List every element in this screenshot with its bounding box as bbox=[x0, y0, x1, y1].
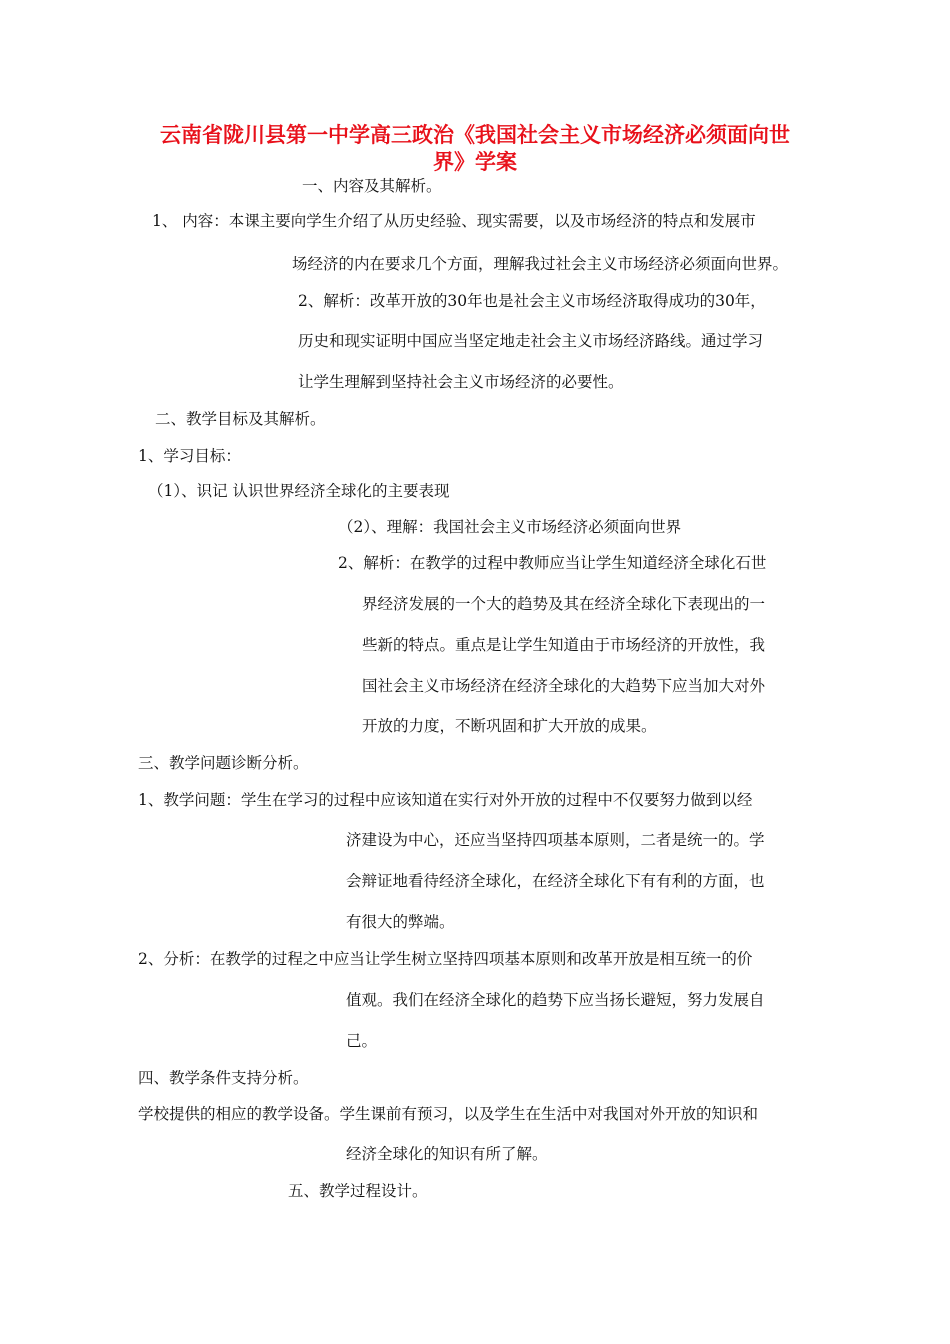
paragraph-line: 有很大的弊端。 bbox=[346, 913, 455, 931]
section-heading-1: 一、内容及其解析。 bbox=[302, 177, 442, 195]
section-heading-4: 四、教学条件支持分析。 bbox=[138, 1069, 309, 1087]
paragraph-line: 场经济的内在要求几个方面，理解我过社会主义市场经济必须面向世界。 bbox=[292, 255, 789, 273]
document-title-line-1: 云南省陇川县第一中学高三政治《我国社会主义市场经济必须面向世 bbox=[160, 123, 790, 147]
paragraph-line: 己。 bbox=[346, 1032, 378, 1050]
paragraph-line: 2、分析：在教学的过程之中应当让学生树立坚持四项基本原则和改革开放是相互统一的价 bbox=[138, 950, 753, 968]
section-heading-5: 五、教学过程设计。 bbox=[288, 1182, 428, 1200]
paragraph-line: 会辩证地看待经济全球化，在经济全球化下有有利的方面，也 bbox=[346, 872, 765, 890]
paragraph-line: 国社会主义市场经济在经济全球化的大趋势下应当加大对外 bbox=[362, 677, 766, 695]
paragraph-line: 学校提供的相应的教学设备。学生课前有预习，以及学生在生活中对我国对外开放的知识和 bbox=[138, 1105, 759, 1123]
paragraph-line: 经济全球化的知识有所了解。 bbox=[346, 1145, 548, 1163]
paragraph-line: 界经济发展的一个大的趋势及其在经济全球化下表现出的一 bbox=[362, 595, 766, 613]
paragraph-line: 历史和现实证明中国应当坚定地走社会主义市场经济路线。通过学习 bbox=[298, 332, 764, 350]
section-heading-2: 二、教学目标及其解析。 bbox=[155, 410, 326, 428]
paragraph-line: （2）、理解：我国社会主义市场经济必须面向世界 bbox=[338, 518, 682, 536]
paragraph-line: 些新的特点。重点是让学生知道由于市场经济的开放性，我 bbox=[362, 636, 766, 654]
paragraph-line: 开放的力度，不断巩固和扩大开放的成果。 bbox=[362, 717, 657, 735]
paragraph-line: 2、解析：改革开放的30年也是社会主义市场经济取得成功的30年， bbox=[298, 292, 766, 310]
paragraph-line: 1、教学问题：学生在学习的过程中应该知道在实行对外开放的过程中不仅要努力做到以经 bbox=[138, 791, 753, 809]
paragraph-line: 2、解析：在教学的过程中教师应当让学生知道经济全球化石世 bbox=[338, 554, 767, 572]
paragraph-line: 1、 内容：本课主要向学生介绍了从历史经验、现实需要，以及市场经济的特点和发展市 bbox=[152, 212, 756, 230]
paragraph-line: 济建设为中心，还应当坚持四项基本原则，二者是统一的。学 bbox=[346, 831, 765, 849]
paragraph-line: （1）、识记 认识世界经济全球化的主要表现 bbox=[148, 482, 450, 500]
paragraph-line: 让学生理解到坚持社会主义市场经济的必要性。 bbox=[298, 373, 624, 391]
document-title-line-2: 界》学案 bbox=[433, 150, 517, 174]
paragraph-line: 1、学习目标： bbox=[138, 447, 241, 465]
section-heading-3: 三、教学问题诊断分析。 bbox=[138, 754, 309, 772]
paragraph-line: 值观。我们在经济全球化的趋势下应当扬长避短，努力发展自 bbox=[346, 991, 765, 1009]
